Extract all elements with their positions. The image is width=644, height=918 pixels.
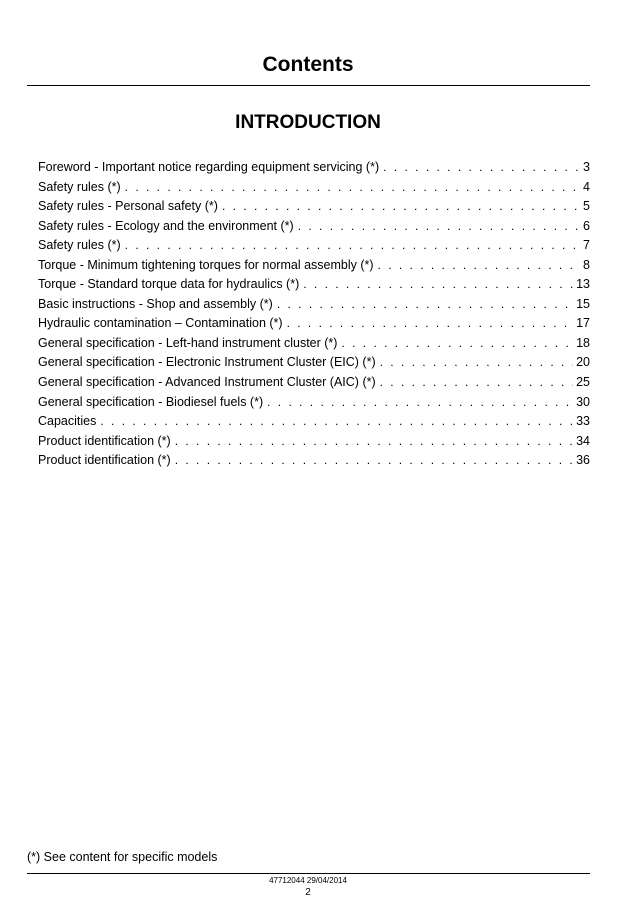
toc-entry[interactable]	[38, 295, 590, 315]
toc-entry[interactable]	[38, 393, 590, 413]
toc-entry-title: Safety rules - Ecology and the environment (*)	[38, 218, 294, 233]
toc-entry-page: 25	[576, 375, 590, 390]
toc-entry-title: Product identification (*)	[38, 453, 171, 468]
section-heading: INTRODUCTION	[235, 112, 381, 133]
toc-entry-page: 33	[576, 414, 590, 429]
toc-entry-page: 30	[576, 394, 590, 409]
toc-entry[interactable]	[38, 178, 590, 198]
toc-entry-title: Torque - Minimum tightening torques for normal assembly (*)	[38, 257, 374, 272]
toc-entry[interactable]	[38, 275, 590, 295]
toc-entry-title: Safety rules (*)	[38, 179, 121, 194]
toc-entry-page: 5	[583, 199, 590, 214]
toc-entry-page: 18	[576, 335, 590, 350]
toc-entry[interactable]	[38, 197, 590, 217]
toc-dot-leader	[175, 432, 573, 452]
toc-entry-title: Safety rules - Personal safety (*)	[38, 199, 218, 214]
toc-entry[interactable]	[38, 451, 590, 471]
toc-entry-page: 13	[576, 277, 590, 292]
toc-dot-leader	[287, 314, 574, 334]
page-title: Contents	[262, 53, 354, 76]
toc-dot-leader	[175, 451, 573, 471]
toc-entry-page: 4	[583, 179, 590, 194]
toc-dot-leader	[125, 236, 579, 256]
toc-dot-leader	[267, 393, 573, 413]
toc-entry-page: 8	[583, 257, 590, 272]
toc-dot-leader	[303, 275, 573, 295]
toc-entry[interactable]	[38, 314, 590, 334]
toc-entry-title: General specification - Left-hand instrument cluster (*)	[38, 335, 338, 350]
toc-entry-title: Product identification (*)	[38, 433, 171, 448]
toc-dot-leader	[378, 256, 579, 276]
toc-entry[interactable]	[38, 353, 590, 373]
toc-dot-leader	[277, 295, 573, 315]
toc-entry[interactable]	[38, 217, 590, 237]
toc-entry-title: Basic instructions - Shop and assembly (*)	[38, 296, 273, 311]
toc-entry-page: 17	[576, 316, 590, 331]
toc-dot-leader	[298, 217, 579, 237]
footnote: (*) See content for specific models	[27, 850, 218, 864]
page-number: 2	[305, 887, 311, 898]
toc-entry-title: Hydraulic contamination – Contamination (*)	[38, 316, 283, 331]
toc-entry-title: General specification - Advanced Instrument Cluster (AIC) (*)	[38, 375, 376, 390]
toc-entry-title: General specification - Biodiesel fuels (*)	[38, 394, 264, 409]
document-reference: 47712044 29/04/2014	[269, 876, 347, 885]
toc-entry-page: 7	[583, 238, 590, 253]
toc-dot-leader	[380, 353, 573, 373]
toc-entry-title: Safety rules (*)	[38, 238, 121, 253]
title-divider	[27, 85, 590, 86]
toc-dot-leader	[380, 373, 573, 393]
toc-entry-page: 3	[583, 160, 590, 174]
toc-entry[interactable]	[38, 432, 590, 452]
toc-dot-leader	[125, 178, 579, 198]
toc-entry-page: 34	[576, 433, 590, 448]
footer-divider	[27, 873, 590, 874]
toc-entry[interactable]	[38, 373, 590, 393]
toc-entry-title: Torque - Standard torque data for hydraulics (*)	[38, 277, 300, 292]
toc-entry[interactable]	[38, 334, 590, 354]
toc-dot-leader	[341, 334, 573, 354]
toc-entry-title: Foreword - Important notice regarding equipment servicing (*)	[38, 160, 380, 174]
toc-entry-title: General specification - Electronic Instrument Cluster (EIC) (*)	[38, 355, 376, 370]
toc-entry-page: 36	[576, 453, 590, 468]
toc-entry[interactable]	[38, 236, 590, 256]
toc-entry[interactable]	[38, 412, 590, 432]
toc-entry-page: 6	[583, 218, 590, 233]
toc-entry-page: 20	[576, 355, 590, 370]
toc-entry[interactable]	[38, 158, 590, 178]
toc-dot-leader	[383, 158, 579, 178]
toc-entry-title: Capacities	[38, 414, 97, 429]
toc-entry-page: 15	[576, 296, 590, 311]
toc-dot-leader	[100, 412, 573, 432]
toc-entry[interactable]	[38, 256, 590, 276]
toc-dot-leader	[222, 197, 579, 217]
table-of-contents	[38, 158, 590, 471]
